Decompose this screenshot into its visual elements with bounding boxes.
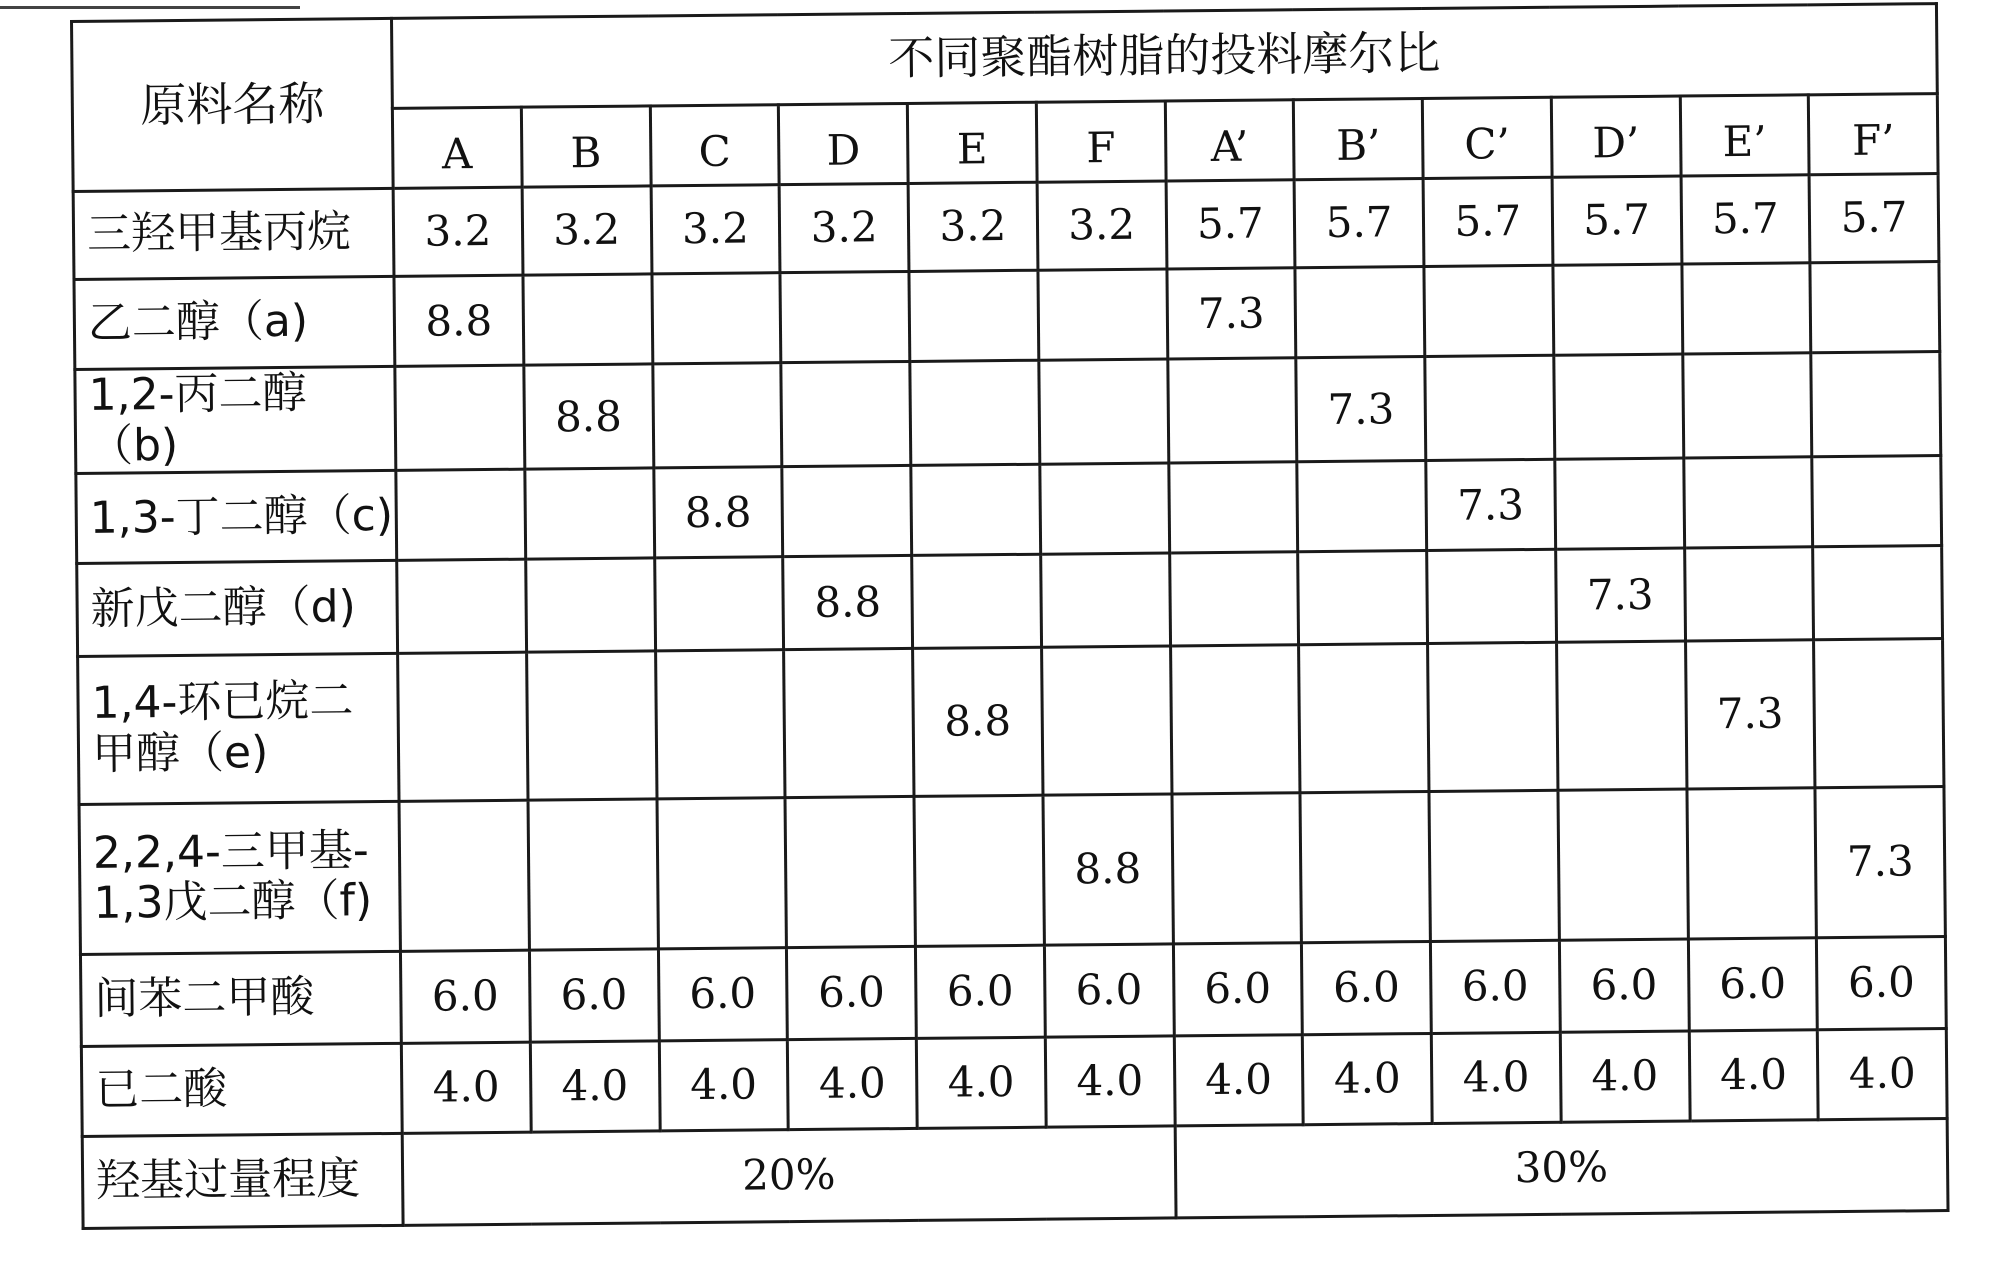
value-cell: 5.7 bbox=[1809, 174, 1939, 263]
row-label bbox=[79, 801, 400, 954]
value-cell: 6.0 bbox=[1302, 941, 1432, 1034]
value-cell bbox=[398, 652, 528, 801]
value-cell: 8.8 bbox=[913, 647, 1043, 796]
molar-ratio-table bbox=[70, 2, 1950, 1230]
group-header bbox=[391, 4, 1937, 109]
value-cell bbox=[1169, 552, 1299, 645]
footer-value-group-2: 30% bbox=[1175, 1118, 1948, 1218]
value-cell: 3.2 bbox=[1037, 181, 1167, 270]
row-label: 乙二醇（a) bbox=[74, 277, 395, 370]
table-row bbox=[79, 786, 1945, 954]
value-cell bbox=[654, 557, 784, 650]
column-header: E bbox=[907, 102, 1037, 183]
value-cell bbox=[1039, 359, 1169, 464]
value-cell: 5.7 bbox=[1423, 177, 1553, 266]
value-cell bbox=[1810, 262, 1940, 353]
value-cell: 5.7 bbox=[1166, 180, 1296, 269]
value-cell: 6.0 bbox=[400, 950, 530, 1043]
value-cell bbox=[784, 648, 914, 797]
value-cell bbox=[914, 795, 1044, 946]
value-cell: 4.0 bbox=[1174, 1034, 1304, 1125]
value-cell bbox=[1686, 787, 1816, 938]
value-cell bbox=[1553, 264, 1683, 355]
value-cell: 6.0 bbox=[1044, 944, 1174, 1037]
value-cell bbox=[1298, 551, 1428, 644]
row-label: 1,2-丙二醇（b) bbox=[75, 367, 396, 474]
corner-header bbox=[72, 18, 394, 191]
value-cell: 7.3 bbox=[1555, 549, 1685, 642]
value-cell: 6.0 bbox=[787, 946, 917, 1039]
column-header: B’ bbox=[1294, 99, 1424, 180]
row-label: 间苯二甲酸 bbox=[80, 951, 401, 1046]
value-cell: 4.0 bbox=[659, 1039, 789, 1130]
value-cell bbox=[1428, 642, 1558, 791]
column-header: E’ bbox=[1680, 95, 1810, 176]
row-label: 1,3-丁二醇（c) bbox=[76, 471, 397, 564]
value-cell: 6.0 bbox=[1817, 936, 1947, 1029]
value-cell: 4.0 bbox=[1689, 1030, 1819, 1121]
value-cell bbox=[1295, 267, 1425, 358]
value-cell: 4.0 bbox=[1431, 1032, 1561, 1123]
value-cell: 3.2 bbox=[522, 186, 652, 275]
value-cell bbox=[1683, 457, 1813, 548]
value-cell: 4.0 bbox=[916, 1037, 1046, 1128]
value-cell: 6.0 bbox=[658, 947, 788, 1040]
value-cell bbox=[785, 796, 915, 947]
value-cell bbox=[1555, 458, 1685, 549]
column-header: D’ bbox=[1551, 96, 1681, 177]
value-cell bbox=[397, 560, 527, 653]
value-cell: 6.0 bbox=[529, 949, 659, 1042]
value-cell bbox=[525, 468, 655, 559]
value-cell bbox=[395, 365, 525, 470]
value-cell: 4.0 bbox=[1560, 1031, 1690, 1122]
table-row bbox=[77, 546, 1943, 656]
value-cell: 7.3 bbox=[1296, 357, 1426, 462]
value-cell bbox=[652, 363, 782, 468]
value-cell: 3.2 bbox=[651, 185, 781, 274]
value-cell bbox=[1811, 352, 1941, 457]
value-cell bbox=[1171, 792, 1301, 943]
value-cell: 4.0 bbox=[401, 1042, 531, 1133]
row-label-line: 2,2,4-三甲基- bbox=[92, 824, 369, 879]
value-cell bbox=[1556, 641, 1686, 790]
value-cell bbox=[912, 555, 1042, 648]
row-label-line: 甲醇（e) bbox=[91, 727, 269, 780]
column-header: F bbox=[1036, 101, 1166, 182]
value-cell bbox=[1168, 462, 1298, 553]
value-cell: 6.0 bbox=[1430, 940, 1560, 1033]
value-cell bbox=[1038, 269, 1168, 360]
value-cell: 6.0 bbox=[915, 945, 1045, 1038]
value-cell: 4.0 bbox=[1303, 1033, 1433, 1124]
value-cell bbox=[1558, 789, 1688, 940]
value-cell: 4.0 bbox=[1818, 1028, 1948, 1119]
corner-header-label: 原料名称 bbox=[140, 76, 325, 133]
value-cell bbox=[780, 272, 910, 363]
value-cell: 6.0 bbox=[1173, 942, 1303, 1035]
value-cell: 5.7 bbox=[1294, 179, 1424, 268]
row-label bbox=[78, 653, 399, 804]
column-header: C’ bbox=[1422, 97, 1552, 178]
value-cell: 8.8 bbox=[524, 364, 654, 469]
value-cell: 8.8 bbox=[1043, 794, 1173, 945]
row-label: 新戊二醇（d) bbox=[77, 561, 398, 656]
column-header: A’ bbox=[1165, 100, 1295, 181]
footer-row bbox=[82, 1118, 1948, 1228]
value-cell bbox=[1429, 790, 1559, 941]
column-header: C bbox=[650, 105, 780, 186]
table-row bbox=[78, 638, 1944, 804]
value-cell bbox=[909, 270, 1039, 361]
footer-value-group-1: 20% bbox=[402, 1126, 1175, 1226]
value-cell bbox=[655, 649, 785, 798]
value-cell: 7.3 bbox=[1166, 268, 1296, 359]
value-cell bbox=[396, 470, 526, 561]
row-label: 三羟甲基丙烷 bbox=[73, 188, 394, 279]
value-cell bbox=[525, 558, 655, 651]
value-cell bbox=[1040, 463, 1170, 554]
group-header-label: 不同聚酯树脂的投料摩尔比 bbox=[888, 25, 1441, 86]
row-label: 已二酸 bbox=[81, 1043, 402, 1136]
table-row bbox=[75, 352, 1941, 474]
value-cell bbox=[782, 466, 912, 557]
value-cell: 3.2 bbox=[393, 187, 523, 276]
value-cell: 8.8 bbox=[653, 467, 783, 558]
cropped-caption-fragment bbox=[0, 0, 300, 9]
value-cell bbox=[1427, 550, 1557, 643]
value-cell bbox=[523, 274, 653, 365]
value-cell: 4.0 bbox=[1045, 1036, 1175, 1127]
value-cell bbox=[1041, 646, 1171, 795]
value-cell bbox=[1682, 353, 1812, 458]
value-cell: 8.8 bbox=[783, 556, 913, 649]
value-cell bbox=[1040, 553, 1170, 646]
value-cell bbox=[657, 797, 787, 948]
value-cell: 5.7 bbox=[1681, 175, 1811, 264]
value-cell: 4.0 bbox=[788, 1038, 918, 1129]
value-cell bbox=[1812, 456, 1942, 547]
value-cell: 7.3 bbox=[1815, 786, 1945, 937]
value-cell bbox=[1297, 461, 1427, 552]
value-cell bbox=[399, 800, 529, 951]
value-cell bbox=[1813, 546, 1943, 639]
value-cell bbox=[1684, 547, 1814, 640]
value-cell bbox=[1170, 644, 1300, 793]
value-cell bbox=[1814, 638, 1944, 787]
value-cell: 4.0 bbox=[530, 1041, 660, 1132]
value-cell bbox=[910, 360, 1040, 465]
value-cell: 6.0 bbox=[1688, 937, 1818, 1030]
value-cell bbox=[911, 465, 1041, 556]
value-cell bbox=[1681, 263, 1811, 354]
column-header: F’ bbox=[1809, 94, 1939, 175]
value-cell: 7.3 bbox=[1685, 639, 1815, 788]
value-cell bbox=[781, 362, 911, 467]
table-row bbox=[80, 936, 1946, 1046]
value-cell: 3.2 bbox=[779, 184, 909, 273]
value-cell bbox=[651, 273, 781, 364]
value-cell bbox=[526, 650, 656, 799]
value-cell: 7.3 bbox=[1426, 460, 1556, 551]
value-cell bbox=[1554, 354, 1684, 459]
value-cell bbox=[1424, 265, 1554, 356]
value-cell bbox=[1425, 355, 1555, 460]
row-label-line: 1,4-环已烷二 bbox=[91, 675, 354, 730]
value-cell: 8.8 bbox=[394, 275, 524, 366]
column-header: D bbox=[779, 104, 909, 185]
column-header: B bbox=[521, 106, 651, 187]
value-cell: 5.7 bbox=[1552, 176, 1682, 265]
value-cell bbox=[528, 799, 658, 950]
value-cell bbox=[1299, 643, 1429, 792]
value-cell: 6.0 bbox=[1559, 939, 1689, 1032]
row-label-line: 1,3戊二醇（f) bbox=[93, 875, 373, 929]
value-cell bbox=[1167, 358, 1297, 463]
value-cell bbox=[1300, 791, 1430, 942]
footer-label: 羟基过量程度 bbox=[82, 1133, 403, 1228]
column-header: A bbox=[392, 107, 522, 188]
value-cell: 3.2 bbox=[908, 182, 1038, 271]
table-container bbox=[70, 2, 1982, 1240]
